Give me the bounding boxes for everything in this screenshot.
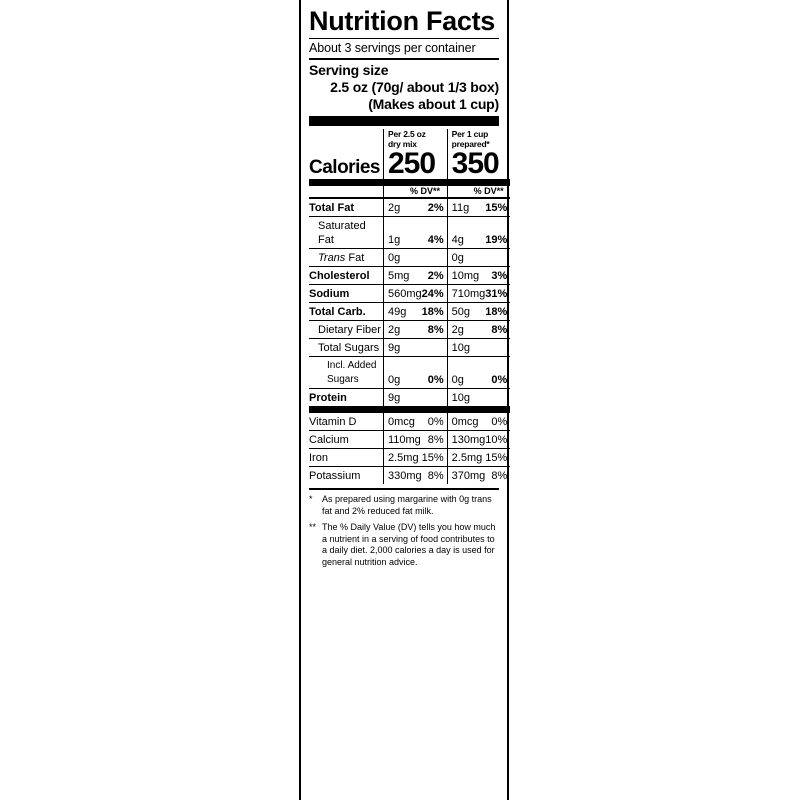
nutrient-dv-dry [422,249,448,267]
nutrient-dv-dry: 2% [427,202,444,214]
nutrient-dv-dry: 24% [421,288,444,300]
nutrient-dv-prepared: 3% [491,270,508,282]
vitamin-amount-prepared: 2.5mg [447,449,485,467]
nutrient-dv-prepared: 0% [491,374,508,386]
calories-label: Calories [309,157,380,178]
divider-thick-top [309,116,499,126]
nutrient-dv-dry [422,339,448,357]
serving-size-value-line1: 2.5 oz (70g/ about 1/3 box) [330,79,499,95]
nutrient-amount-prepared: 11g [447,199,485,217]
divider-under-title [309,38,499,39]
nutrient-dv-prepared [485,389,510,410]
nutrient-name: Dietary Fiber [318,324,381,336]
divider-above-footnotes [309,488,499,490]
table-row [309,249,510,267]
vitamin-amount-dry: 0mcg [383,413,421,431]
dv-header-dry: % DV** [383,186,447,198]
table-row [309,303,510,321]
dv-header-prepared: % DV** [447,186,510,198]
nutrient-dv-dry: 0% [427,374,444,386]
table-row [309,449,510,467]
table-row [309,339,510,357]
table-row [309,467,510,484]
table-row [309,199,510,217]
vitamin-amount-prepared: 0mcg [447,413,485,431]
vitamin-dv-prepared: 0% [491,416,508,428]
vitamin-name: Calcium [309,434,349,446]
nutrient-dv-dry [422,389,448,410]
nutrient-name: Cholesterol [309,270,370,282]
vitamin-amount-prepared: 370mg [447,467,485,484]
nutrient-amount-dry: 2g [383,199,421,217]
footnote-1-mark: * [309,494,313,504]
nutrient-dv-dry: 4% [427,234,444,246]
nutrient-dv-prepared [485,339,510,357]
nutrient-amount-prepared: 0g [447,249,485,267]
nutrient-amount-prepared: 10g [447,339,485,357]
nutrient-amount-dry: 0g [383,249,421,267]
nutrient-dv-prepared: 19% [485,234,508,246]
nutrient-amount-prepared: 4g [447,217,485,249]
vitamin-dv-prepared: 10% [485,434,508,446]
table-row [309,431,510,449]
nutrient-dv-dry: 18% [421,306,444,318]
nutrient-amount-prepared: 710mg [447,285,485,303]
calories-value-dry: 250 [383,149,447,183]
column-headers-row [309,129,510,149]
nutrient-amount-dry: 0g [383,357,421,389]
vitamin-dv-dry: 0% [427,416,444,428]
vitamin-dv-prepared: 15% [485,452,508,464]
nutrient-dv-prepared: 31% [485,288,508,300]
vitamin-amount-dry: 2.5mg [383,449,421,467]
nutrient-name: Total Fat [309,202,355,214]
vitamin-dv-dry: 8% [427,434,444,446]
table-row [309,357,510,389]
footnote-2-text: The % Daily Value (DV) tells you how much a nutrient in a serving of food contributes to a daily diet. 2,000 calories a day is used for general nutrition advice. [322,522,496,567]
nutrition-facts-panel [299,0,509,800]
nutrient-dv-prepared [485,249,510,267]
servings-per-container: About 3 servings per container [309,41,476,55]
nutrient-amount-prepared: 2g [447,321,485,339]
nutrient-name: Incl. Added Sugars [327,360,377,385]
vitamin-dv-dry: 8% [427,470,444,482]
nutrient-name: Total Sugars [318,342,380,354]
vitamin-dv-prepared: 8% [491,470,508,482]
nutrient-amount-dry: 9g [383,339,421,357]
nutrient-amount-prepared: 0g [447,357,485,389]
vitamin-amount-dry: 110mg [383,431,421,449]
nutrient-dv-dry: 8% [427,324,444,336]
dv-header-row [309,186,510,198]
vitamin-amount-prepared: 130mg [447,431,485,449]
nutrient-name: Sodium [309,288,350,300]
nutrient-amount-dry: 2g [383,321,421,339]
nutrient-name: Trans Fat [318,252,365,264]
table-row [309,321,510,339]
column-1-header-line1: Per 2.5 oz [387,129,426,139]
serving-size-label: Serving size [309,62,389,78]
nutrient-dv-prepared: 15% [485,202,508,214]
nutrient-name: Total Carb. [309,306,366,318]
nutrient-amount-prepared: 10g [447,389,485,410]
nutrient-amount-prepared: 50g [447,303,485,321]
footnote-2 [309,522,499,568]
table-row [309,413,510,431]
table-row [309,217,510,249]
nutrition-table [309,129,510,484]
nutrient-amount-prepared: 10mg [447,267,485,285]
trans-italic: Trans [318,252,346,264]
divider-under-servings [309,58,499,60]
calories-value-prepared: 350 [447,149,510,183]
nutrient-amount-dry: 9g [383,389,421,410]
vitamin-name: Potassium [309,470,361,482]
vitamin-name: Iron [309,452,328,464]
nutrient-dv-prepared: 18% [485,306,508,318]
serving-size-value-line2: (Makes about 1 cup) [368,96,499,112]
footnote-1-text: As prepared using margarine with 0g trans fat and 2% reduced fat milk. [322,494,492,516]
nutrient-name: Saturated Fat [318,220,366,246]
footnotes [309,494,499,568]
column-1-header-line2: dry mix [387,139,417,149]
vitamin-dv-dry: 15% [421,452,444,464]
table-row [309,267,510,285]
column-2-header-line1: Per 1 cup [451,129,489,139]
vitamin-amount-dry: 330mg [383,467,421,484]
nutrient-dv-dry: 2% [427,270,444,282]
table-row [309,285,510,303]
column-2-header-line2: prepared* [451,139,490,149]
nutrient-amount-dry: 5mg [383,267,421,285]
footnote-1 [309,494,499,517]
page-title: Nutrition Facts [309,6,496,36]
vitamin-name: Vitamin D [309,416,357,428]
nutrient-amount-dry: 1g [383,217,421,249]
calories-row [309,149,510,183]
nutrient-amount-dry: 49g [383,303,421,321]
table-row [309,389,510,410]
nutrient-dv-prepared: 8% [491,324,508,336]
nutrient-name: Protein [309,392,347,404]
footnote-2-mark: ** [309,522,317,532]
nutrient-amount-dry: 560mg [383,285,421,303]
